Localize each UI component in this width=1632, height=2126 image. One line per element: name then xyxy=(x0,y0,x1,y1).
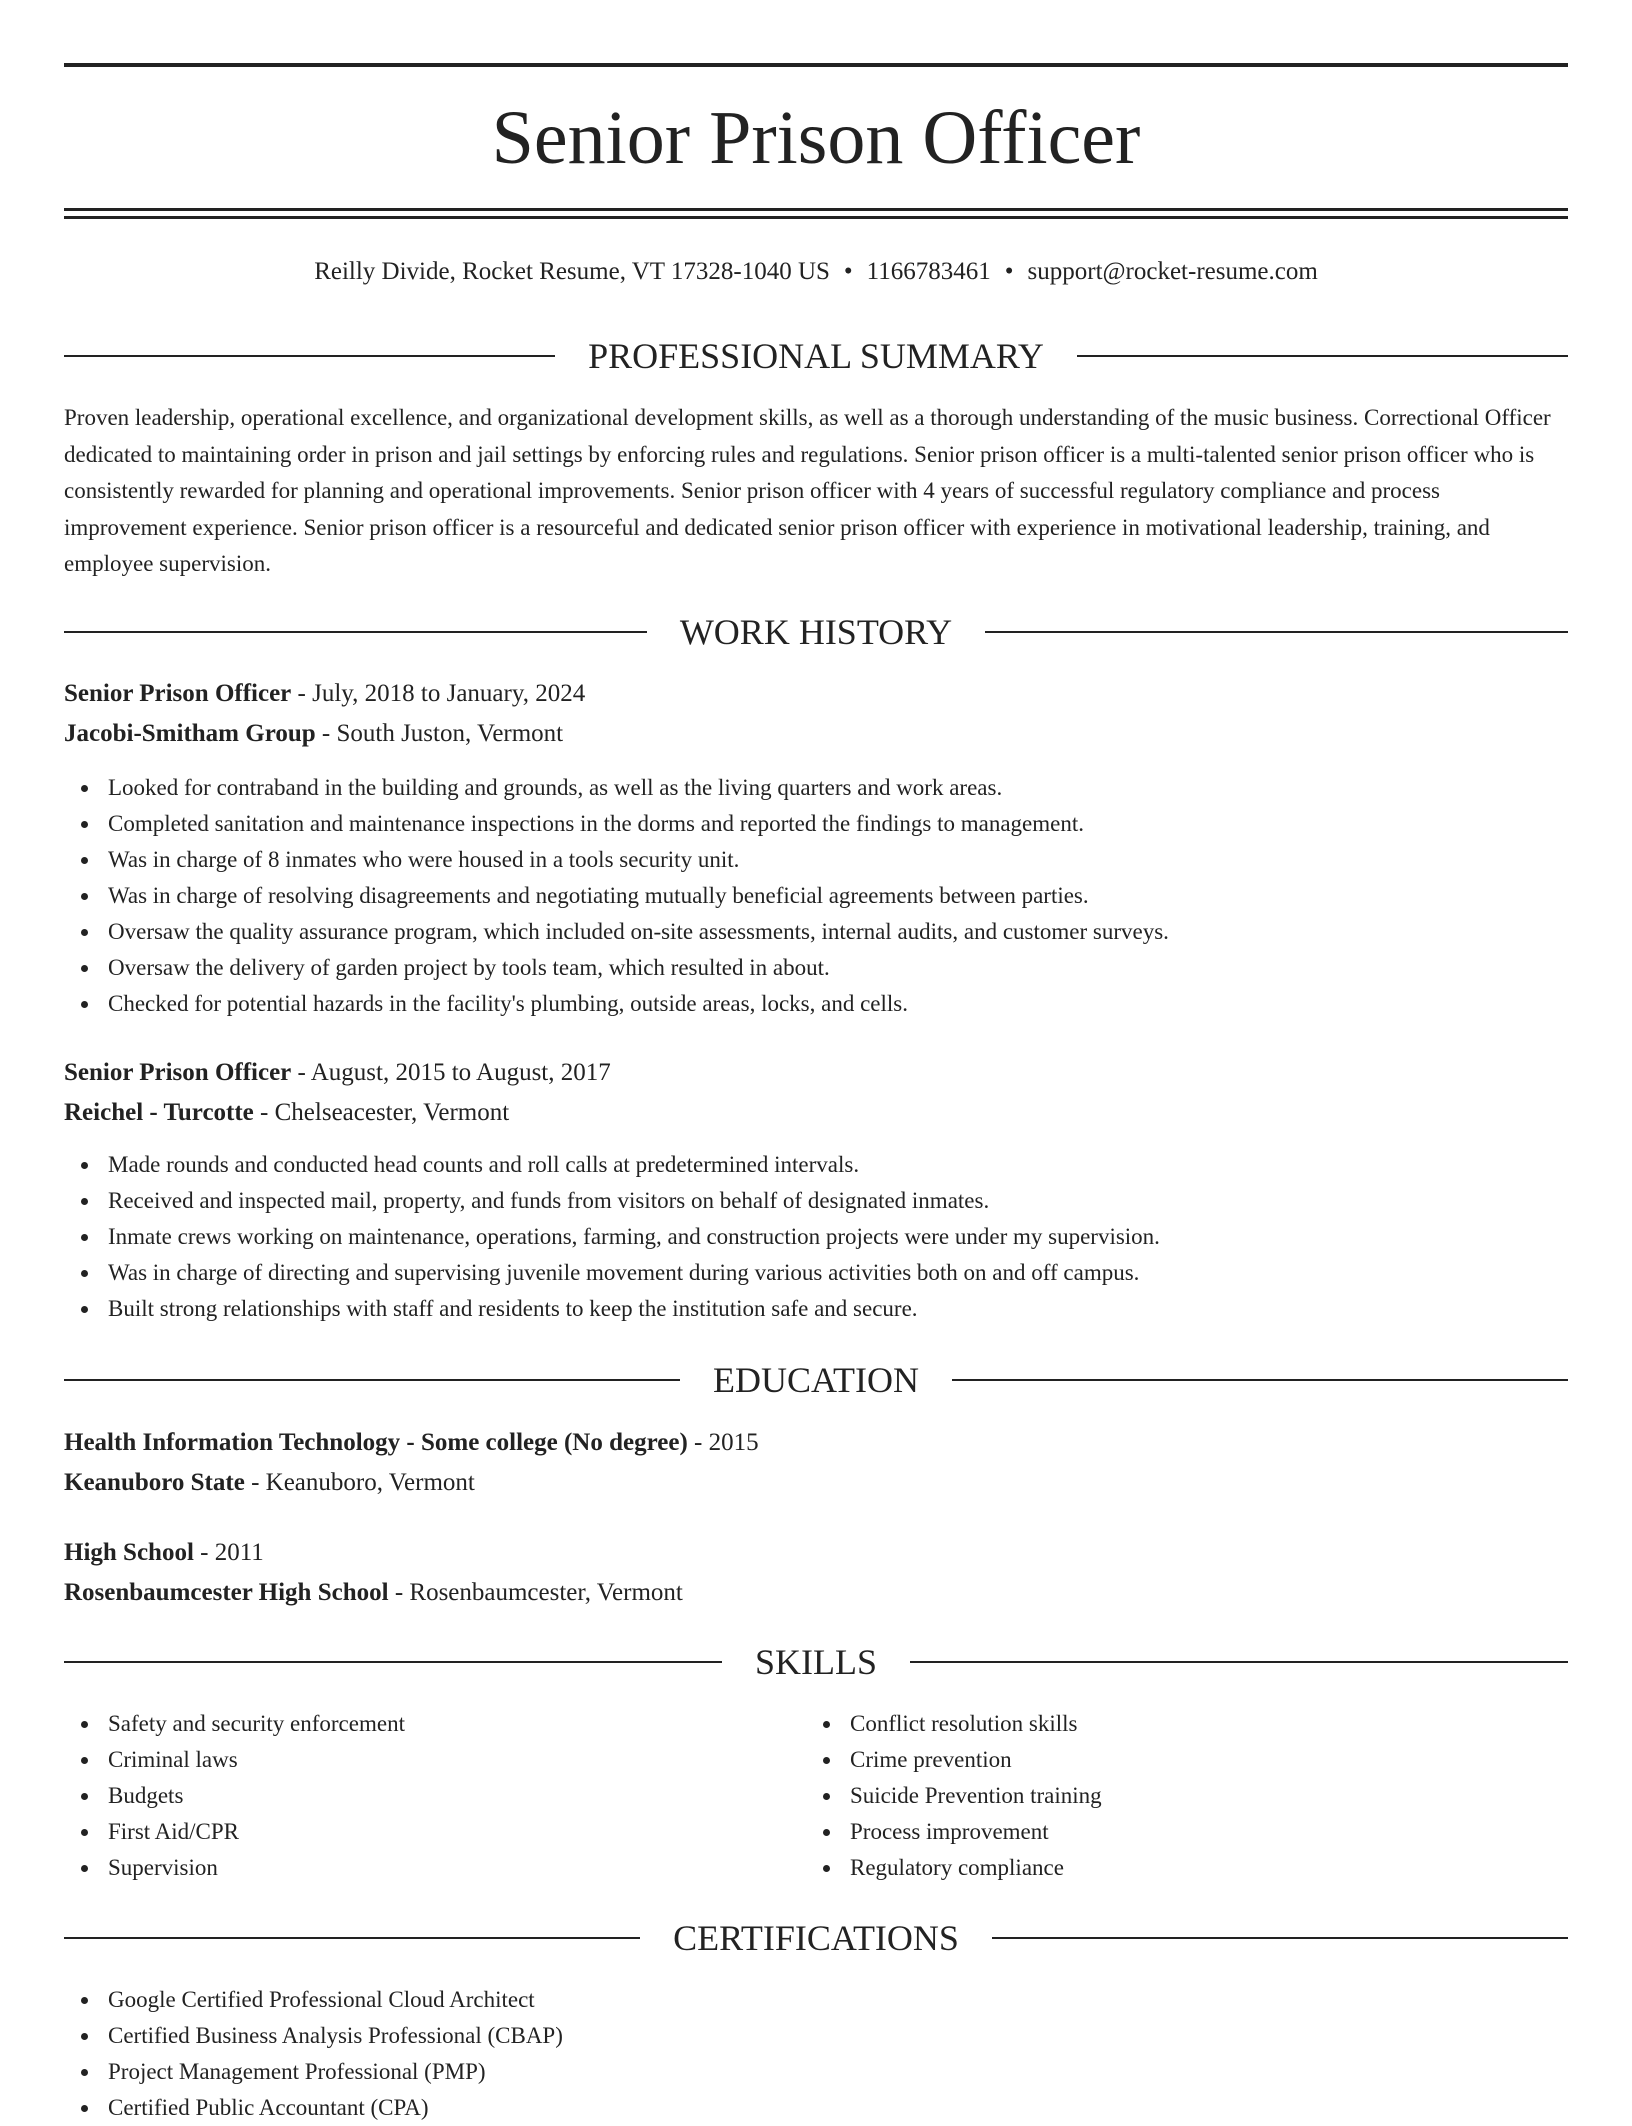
divider xyxy=(910,1661,1568,1663)
list-item: Oversaw the quality assurance program, which included on-site assessments, internal audits, and customer surveys. xyxy=(64,914,1568,950)
contact-separator: • xyxy=(1004,258,1014,285)
job-company-line xyxy=(64,1093,1568,1133)
list-item: Project Management Professional (PMP) xyxy=(64,2054,1568,2090)
job-entry xyxy=(64,1053,1568,1327)
section-heading-summary xyxy=(64,334,1568,378)
contact-line xyxy=(0,254,1632,290)
section-heading-work xyxy=(64,610,1568,654)
section-heading-skills xyxy=(64,1640,1568,1684)
education-entry xyxy=(64,1533,1568,1613)
section-title: WORK HISTORY xyxy=(679,612,953,652)
list-item: Certified Business Analysis Professional (CBAP) xyxy=(64,2018,1568,2054)
list-item: Budgets xyxy=(64,1778,806,1814)
section-title: PROFESSIONAL SUMMARY xyxy=(588,336,1044,376)
section-heading-certifications xyxy=(64,1916,1568,1960)
list-item: Was in charge of 8 inmates who were housed in a tools security unit. xyxy=(64,842,1568,878)
header-rule-2 xyxy=(64,216,1568,219)
list-item: Built strong relationships with staff and residents to keep the institution safe and secure. xyxy=(64,1291,1568,1327)
job-dates: - August, 2015 to August, 2017 xyxy=(291,1059,611,1086)
list-item: Conflict resolution skills xyxy=(806,1706,1548,1742)
contact-separator: • xyxy=(843,258,853,285)
list-item: Made rounds and conducted head counts and roll calls at predetermined intervals. xyxy=(64,1147,1568,1183)
job-dates: - July, 2018 to January, 2024 xyxy=(291,680,586,707)
education-year: - 2015 xyxy=(687,1429,759,1456)
job-location: - South Juston, Vermont xyxy=(315,720,564,747)
list-item: Crime prevention xyxy=(806,1742,1548,1778)
list-item: Supervision xyxy=(64,1850,806,1886)
list-item: Looked for contraband in the building and grounds, as well as the living quarters and work areas. xyxy=(64,770,1568,806)
section-heading-education xyxy=(64,1358,1568,1402)
divider xyxy=(1077,355,1568,357)
list-item: Checked for potential hazards in the facility's plumbing, outside areas, locks, and cells. xyxy=(64,986,1568,1022)
divider xyxy=(64,1379,680,1381)
divider xyxy=(985,631,1568,633)
education-year: - 2011 xyxy=(193,1539,264,1566)
job-title-line xyxy=(64,674,1568,714)
education-school: Rosenbaumcester High School xyxy=(64,1579,389,1606)
skills-columns xyxy=(64,1706,1568,1886)
divider xyxy=(64,355,555,357)
list-item: Certified Public Accountant (CPA) xyxy=(64,2090,1568,2126)
job-company-line xyxy=(64,714,1568,754)
header-rule-1 xyxy=(64,208,1568,211)
education-school-line xyxy=(64,1463,1568,1503)
divider xyxy=(64,1661,722,1663)
contact-phone: 1166783461 xyxy=(866,258,991,285)
job-entry xyxy=(64,674,1568,1022)
education-degree-line xyxy=(64,1533,1568,1573)
divider xyxy=(952,1379,1568,1381)
education-entry xyxy=(64,1423,1568,1503)
job-location: - Chelseacester, Vermont xyxy=(253,1099,510,1126)
list-item: Received and inspected mail, property, and funds from visitors on behalf of designated inmates. xyxy=(64,1183,1568,1219)
job-title-line xyxy=(64,1053,1568,1093)
list-item: Criminal laws xyxy=(64,1742,806,1778)
contact-email: support@rocket-resume.com xyxy=(1027,258,1318,285)
certifications-block xyxy=(64,1982,1568,2126)
education-degree: High School xyxy=(64,1539,194,1566)
list-item: Process improvement xyxy=(806,1814,1548,1850)
list-item: Google Certified Professional Cloud Architect xyxy=(64,1982,1568,2018)
skills-list-left xyxy=(64,1706,806,1886)
section-title: SKILLS xyxy=(755,1642,878,1682)
header-top-rule xyxy=(64,63,1568,67)
list-item: Was in charge of directing and supervising juvenile movement during various activities both on and off campus. xyxy=(64,1255,1568,1291)
summary-text: Proven leadership, operational excellence, and organizational development skills, as well as a thorough understanding of the music business. Correctional Officer dedicated to maintaining order in prison and jail settings by enforcing rules and regulations. Senior prison officer is a multi-talented senior prison officer who is consistently rewarded for planning and operational improvements. Senior prison officer with 4 years of successful regulatory compliance and process improvement experience. Senior prison officer is a resourceful and dedicated senior prison officer with experience in motivational leadership, training, and employee supervision. xyxy=(64,405,1551,576)
education-location: - Rosenbaumcester, Vermont xyxy=(388,1579,683,1606)
skills-list-right xyxy=(806,1706,1548,1886)
list-item: Suicide Prevention training xyxy=(806,1778,1548,1814)
list-item: Oversaw the delivery of garden project by tools team, which resulted in about. xyxy=(64,950,1568,986)
job-company: Jacobi-Smitham Group xyxy=(64,720,316,747)
contact-address: Reilly Divide, Rocket Resume, VT 17328-1040 US xyxy=(314,258,830,285)
list-item: Safety and security enforcement xyxy=(64,1706,806,1742)
job-title: Senior Prison Officer xyxy=(64,680,292,707)
education-degree-line xyxy=(64,1423,1568,1463)
list-item: Was in charge of resolving disagreements and negotiating mutually beneficial agreements between parties. xyxy=(64,878,1568,914)
section-title: CERTIFICATIONS xyxy=(673,1918,959,1958)
job-bullets xyxy=(64,1147,1568,1327)
certifications-list xyxy=(64,1982,1568,2126)
education-degree: Health Information Technology - Some college (No degree) xyxy=(64,1429,688,1456)
education-school-line xyxy=(64,1573,1568,1613)
list-item: First Aid/CPR xyxy=(64,1814,806,1850)
page-title: Senior Prison Officer xyxy=(491,96,1141,180)
list-item: Regulatory compliance xyxy=(806,1850,1548,1886)
job-company: Reichel - Turcotte xyxy=(64,1099,254,1126)
education-school: Keanuboro State xyxy=(64,1469,245,1496)
divider xyxy=(64,631,647,633)
list-item: Completed sanitation and maintenance inspections in the dorms and reported the findings to management. xyxy=(64,806,1568,842)
education-location: - Keanuboro, Vermont xyxy=(244,1469,475,1496)
divider xyxy=(64,1937,640,1939)
divider xyxy=(992,1937,1568,1939)
section-title: EDUCATION xyxy=(713,1360,919,1400)
job-bullets xyxy=(64,770,1568,1022)
job-title: Senior Prison Officer xyxy=(64,1059,292,1086)
list-item: Inmate crews working on maintenance, operations, farming, and construction projects were under my supervision. xyxy=(64,1219,1568,1255)
